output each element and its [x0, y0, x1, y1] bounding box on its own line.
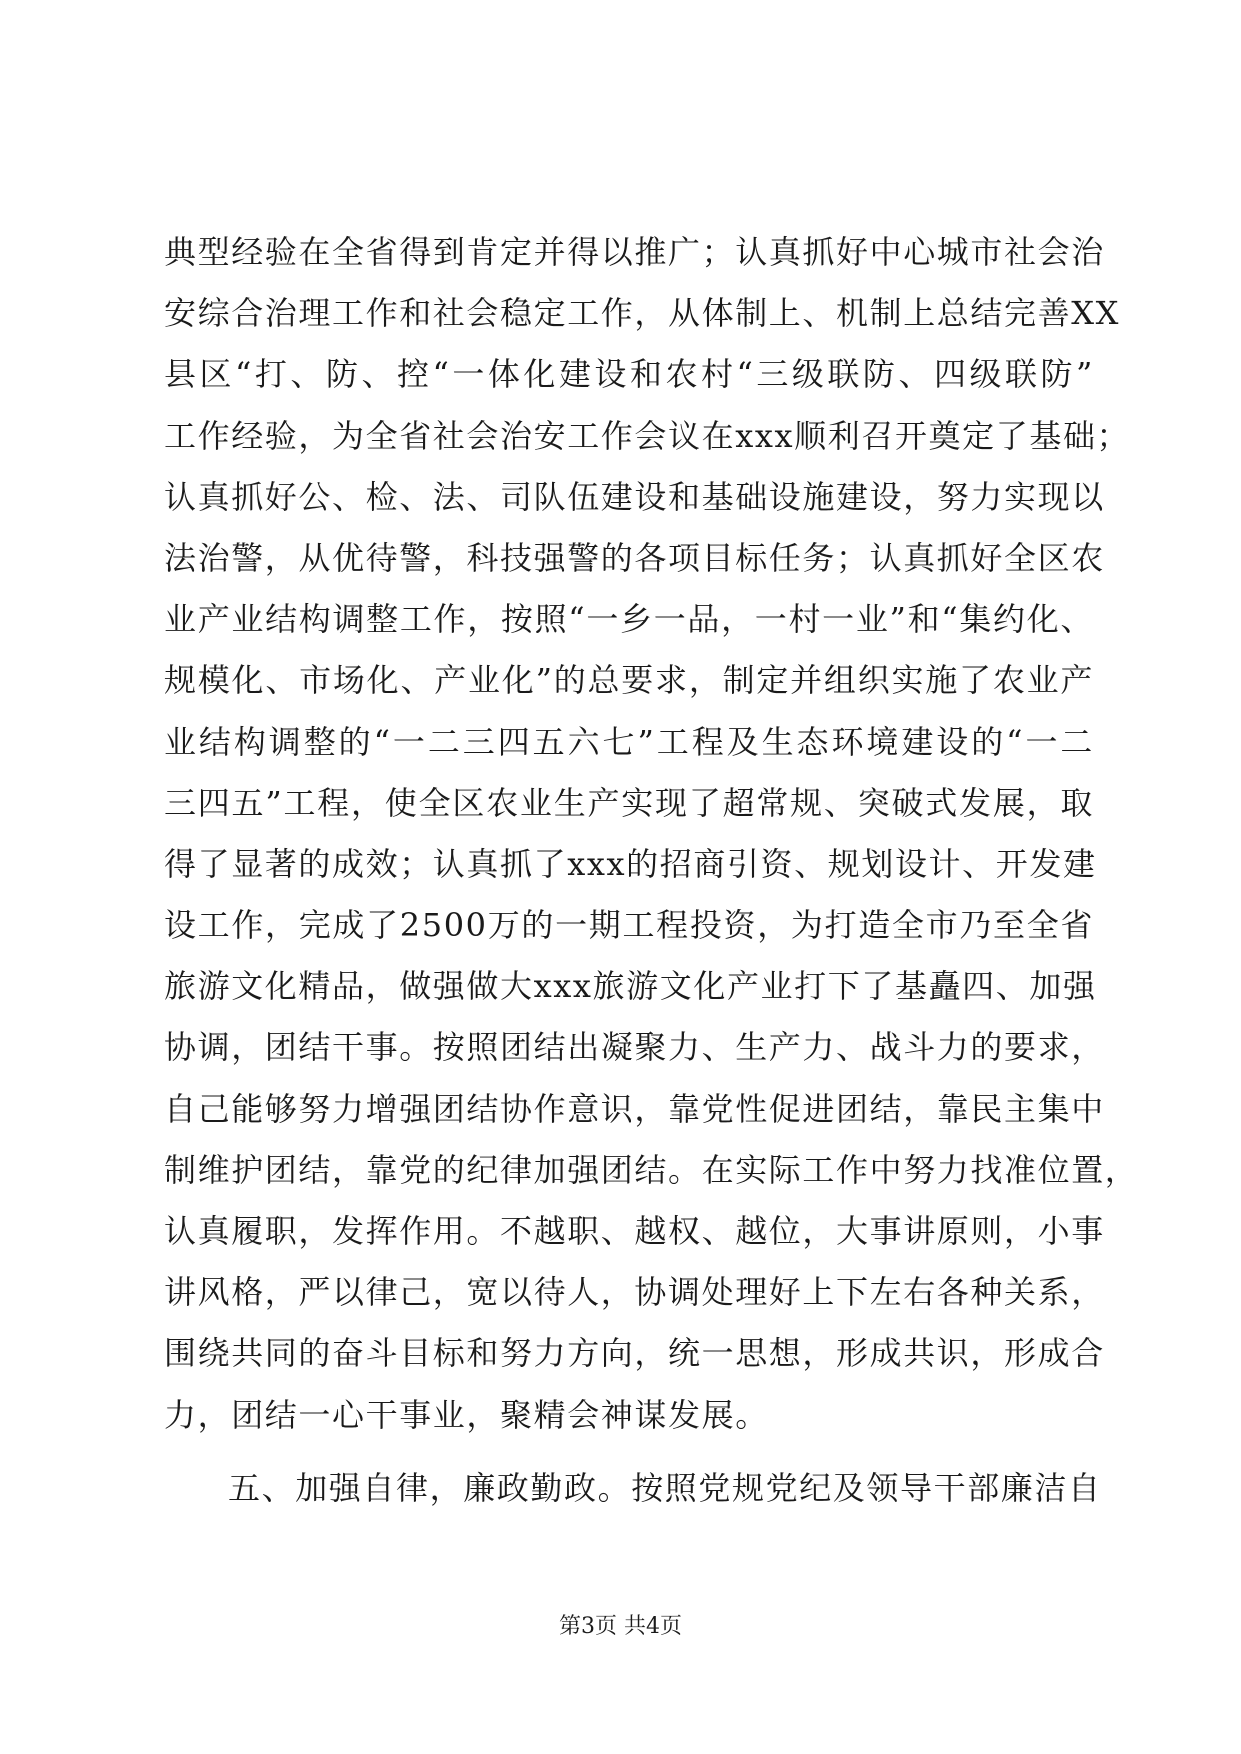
text-line: 规模化、市场化、产业化”的总要求，制定并组织实施了农业产	[164, 661, 1094, 700]
text-line: 认真抓好公、检、法、司队伍建设和基础设施建设，努力实现以	[164, 477, 1105, 516]
text-line: 三四五”工程，使全区农业生产实现了超常规、突破式发展，取	[164, 783, 1094, 822]
text-line: 安综合治理工作和社会稳定工作，从体制上、机制上总结完善XX	[164, 294, 1120, 333]
text-line: 设工作，完成了2500万的一期工程投资，为打造全市乃至全省	[164, 906, 1094, 945]
text-line: 法治警，从优待警，科技强警的各项目标任务；认真抓好全区农	[164, 538, 1105, 577]
text-line: 围绕共同的奋斗目标和努力方向，统一思想，形成共识，形成合	[164, 1334, 1105, 1373]
text-line: 业结构调整的“一二三四五六七”工程及生态环境建设的“一二	[164, 722, 1094, 761]
text-line: 得了显著的成效；认真抓了xxx的招商引资、规划设计、开发建	[164, 844, 1097, 883]
text-line: 县区“打、防、控“一体化建设和农村“三级联防、四级联防”	[164, 355, 1094, 394]
text-line: 协调，团结干事。按照团结出凝聚力、生产力、战斗力的要求，	[164, 1028, 1105, 1067]
paragraph-2	[164, 1458, 1102, 1519]
text-line: 讲风格，严以律己，宽以待人，协调处理好上下左右各种关系，	[164, 1273, 1105, 1312]
text-line: 力，团结一心干事业，聚精会神谋发展。	[164, 1395, 769, 1434]
text-line: 典型经验在全省得到肯定并得以推广；认真抓好中心城市社会治	[164, 233, 1105, 271]
document-body	[164, 222, 1139, 1519]
text-line: 五、加强自律，廉政勤政。按照党规党纪及领导干部廉洁自	[228, 1468, 1102, 1507]
paragraph-gap	[164, 1446, 1094, 1458]
text-line: 工作经验，为全省社会治安工作会议在xxx顺利召开奠定了基础；	[164, 416, 1131, 455]
text-line: 制维护团结，靠党的纪律加强团结。在实际工作中努力找准位置，	[164, 1150, 1139, 1189]
paragraph-1	[164, 222, 1139, 1446]
text-line: 旅游文化精品，做强做大xxx旅游文化产业打下了基矗四、加强	[164, 967, 1097, 1006]
page-number: 第3页 共4页	[559, 1614, 682, 1639]
text-line: 业产业结构调整工作，按照“一乡一品，一村一业”和“集约化、	[164, 600, 1094, 639]
text-line: 自己能够努力增强团结协作意识，靠党性促进团结，靠民主集中	[164, 1089, 1105, 1128]
text-line: 认真履职，发挥作用。不越职、越权、越位，大事讲原则，小事	[164, 1212, 1105, 1250]
